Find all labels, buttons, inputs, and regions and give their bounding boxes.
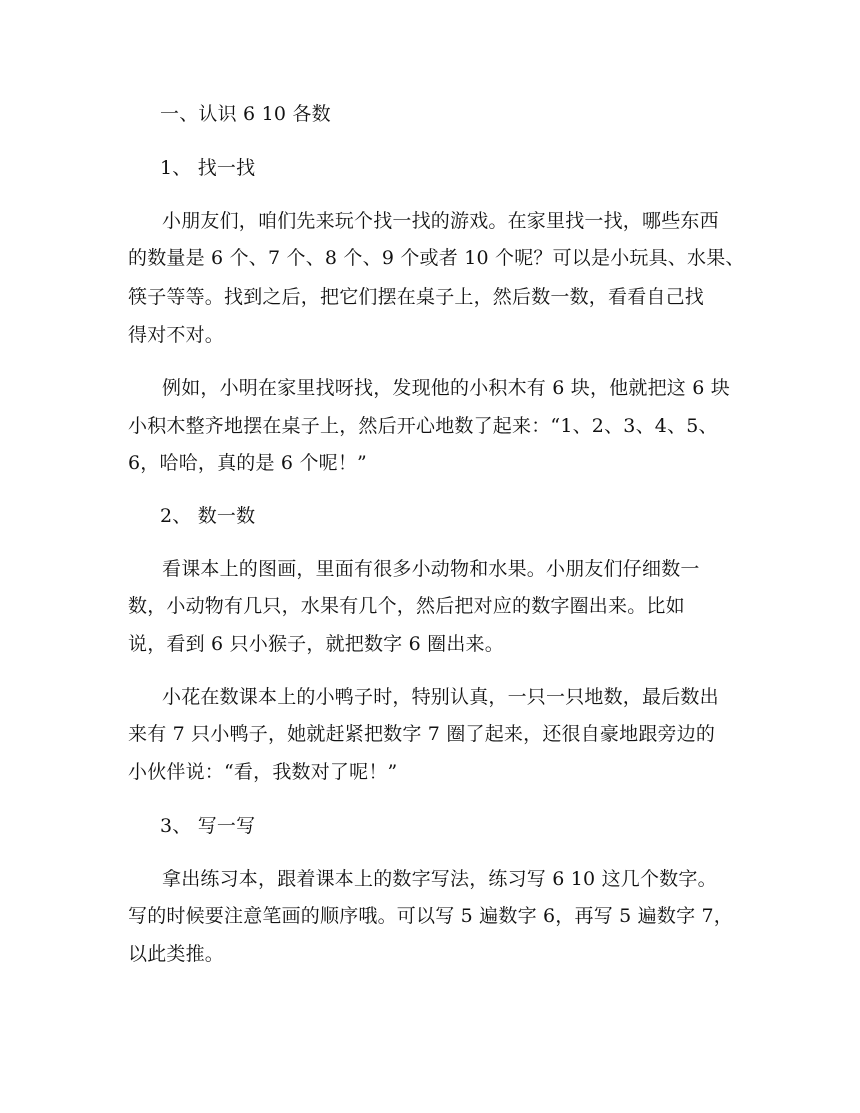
section-title: 一、认识 6 10 各数 [160,103,331,125]
paragraph-line: 看课本上的图画，里面有很多小动物和水果。小朋友们仔细数一 [162,558,700,580]
paragraph-line: 例如，小明在家里找呀找，发现他的小积木有 6 块，他就把这 6 块 [162,377,730,399]
paragraph-line: 小花在数课本上的小鸭子时，特别认真，一只一只地数，最后数出 [162,686,719,708]
paragraph-line: 6，哈哈，真的是 6 个呢！” [128,452,367,474]
paragraph-line: 小伙伴说：“看，我数对了呢！” [128,761,398,783]
paragraph-line: 得对不对。 [128,324,225,346]
paragraph-line: 以此类推。 [128,943,225,965]
paragraph-line: 写的时候要注意笔画的顺序哦。可以写 5 遍数字 6，再写 5 遍数字 7， [128,905,733,927]
heading-count: 2、 数一数 [160,505,256,527]
paragraph-line: 说，看到 6 只小猴子，就把数字 6 圈出来。 [128,633,504,655]
paragraph-line: 拿出练习本，跟着课本上的数字写法，练习写 6 10 这几个数字。 [162,868,717,890]
paragraph-line: 来有 7 只小鸭子，她就赶紧把数字 7 圈了起来，还很自豪地跟旁边的 [128,723,716,745]
paragraph-line: 小朋友们，咱们先来玩个找一找的游戏。在家里找一找，哪些东西 [162,210,719,232]
paragraph-line: 数，小动物有几只，水果有几个，然后把对应的数字圈出来。比如 [128,595,685,617]
paragraph-line: 的数量是 6 个、7 个、8 个、9 个或者 10 个呢？可以是小玩具、水果、 [128,247,745,269]
heading-write: 3、 写一写 [160,815,256,837]
paragraph-line: 筷子等等。找到之后，把它们摆在桌子上，然后数一数，看看自己找 [128,286,705,308]
heading-find: 1、 找一找 [160,157,256,179]
paragraph-line: 小积木整齐地摆在桌子上，然后开心地数了起来：“1、2、3、4、5、 [128,415,718,437]
